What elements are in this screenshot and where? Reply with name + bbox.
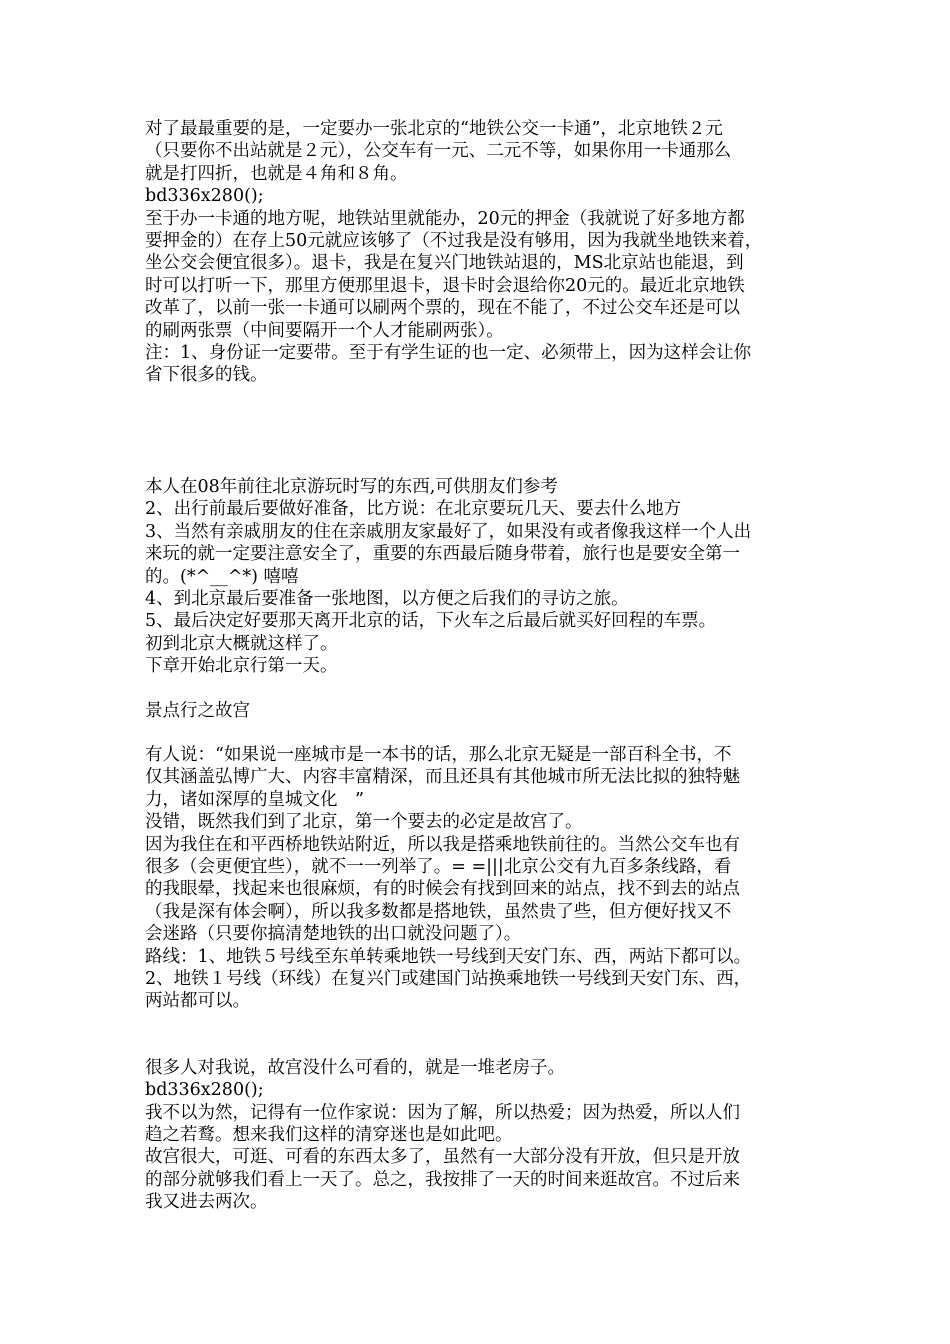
text-line: 至于办一卡通的地方呢，地铁站里就能办，20元的押金（我就说了好多地方都 — [145, 208, 745, 229]
spacer — [145, 387, 810, 476]
text-line: 5、最后决定好要那天离开北京的话，下火车之后最后就买好回程的车票。 — [145, 611, 717, 632]
spacer — [145, 1013, 810, 1057]
text-line: 的。(*^__^*) 嘻嘻 — [145, 566, 299, 587]
text-line: 因为我住在和平西桥地铁站附近，所以我是搭乘地铁前往的。当然公交车也有 — [145, 834, 740, 855]
text-line: 初到北京大概就这样了。 — [145, 633, 338, 654]
text-line: 4、到北京最后要准备一张地图，以方便之后我们的寻访之旅。 — [145, 588, 629, 609]
ad-code-line: bd336x280(); — [145, 1080, 264, 1101]
text-line: 趋之若鹜。想来我们这样的清穿迷也是如此吧。 — [145, 1125, 513, 1146]
text-line: 本人在08年前往北京游玩时写的东西,可供朋友们参考 — [145, 476, 558, 497]
paragraph-beijing-card — [145, 118, 810, 387]
text-line: 力，诸如深厚的皇城文化 ” — [145, 789, 364, 810]
spacer — [145, 722, 810, 744]
text-line: 2、出行前最后要做好准备，比方说：在北京要玩几天、要去什么地方 — [145, 499, 682, 520]
section-title: 景点行之故宫 — [145, 700, 250, 721]
text-line: 改革了，以前一张一卡通可以刷两个票的，现在不能了，不过公交车还是可以 — [145, 298, 740, 319]
text-line: 有人说：“如果说一座城市是一本书的话，那么北京无疑是一部百科全书，不 — [145, 744, 732, 765]
text-line: 两站都可以。 — [145, 991, 250, 1012]
text-line: 注：1、身份证一定要带。至于有学生证的也一定、必须带上，因为这样会让你 — [145, 343, 752, 364]
text-line: 仅其涵盖弘博广大、内容丰富精深，而且还具有其他城市所无法比拟的独特魅 — [145, 767, 740, 788]
ad-code-line: bd336x280(); — [145, 186, 264, 207]
spacer — [145, 678, 810, 700]
paragraph-travel-tips — [145, 476, 810, 678]
text-line: （只要你不出站就是２元），公交车有一元、二元不等，如果你用一卡通那么 — [145, 141, 732, 162]
text-line: 的我眼晕，找起来也很麻烦，有的时候会有找到回来的站点，找不到去的站点 — [145, 879, 740, 900]
paragraph-forbidden-city — [145, 744, 810, 1013]
text-line: 坐公交会便宜很多）。退卡，我是在复兴门地铁站退的，MS北京站也能退，到 — [145, 253, 744, 274]
text-line: 路线：1、地铁５号线至东单转乘地铁一号线到天安门东、西，两站下都可以。 — [145, 946, 752, 967]
text-line: 我不以为然，记得有一位作家说：因为了解，所以热爱；因为热爱，所以人们 — [145, 1102, 740, 1123]
text-line: 时可以打听一下，那里方便那里退卡，退卡时会退给你20元的。最近北京地铁 — [145, 275, 745, 296]
text-line: 我又进去两次。 — [145, 1192, 268, 1213]
text-line: 来玩的就一定要注意安全了，重要的东西最后随身带着，旅行也是要安全第一 — [145, 544, 740, 565]
text-line: 的部分就够我们看上一天了。总之，我按排了一天的时间来逛故宫。不过后来 — [145, 1169, 740, 1190]
text-line: 下章开始北京行第一天。 — [145, 656, 338, 677]
text-line: 对了最最重要的是，一定要办一张北京的“地铁公交一卡通”，北京地铁２元 — [145, 119, 723, 139]
paragraph-old-houses — [145, 1057, 810, 1214]
text-line: 省下很多的钱。 — [145, 365, 268, 386]
text-line: 3、当然有亲戚朋友的住在亲戚朋友家最好了，如果没有或者像我这样一个人出 — [145, 521, 752, 542]
text-line: 2、地铁１号线（环线）在复兴门或建国门站换乘地铁一号线到天安门东、西， — [145, 969, 752, 989]
text-line: 就是打四折，也就是４角和８角。 — [145, 163, 408, 184]
text-line: 没错，既然我们到了北京，第一个要去的必定是故宫了。 — [145, 812, 583, 833]
text-line: 故宫很大，可逛、可看的东西太多了，虽然有一大部分没有开放，但只是开放 — [145, 1147, 740, 1168]
text-line: 很多人对我说，故宫没什么可看的，就是一堆老房子。 — [145, 1057, 565, 1078]
text-line: 很多（会更便宜些），就不一一列举了。= =|||北京公交有九百多条线路，看 — [145, 856, 732, 877]
text-line: 的刷两张票（中间要隔开一个人才能刷两张）。 — [145, 320, 504, 341]
text-line: （我是深有体会啊），所以我多数都是搭地铁，虽然贵了些，但方便好找又不 — [145, 901, 732, 922]
text-line: 会迷路（只要你搞清楚地铁的出口就没问题了）。 — [145, 924, 522, 945]
text-line: 要押金的）在存上50元就应该够了（不过我是没有够用，因为我就坐地铁来着， — [145, 231, 763, 252]
